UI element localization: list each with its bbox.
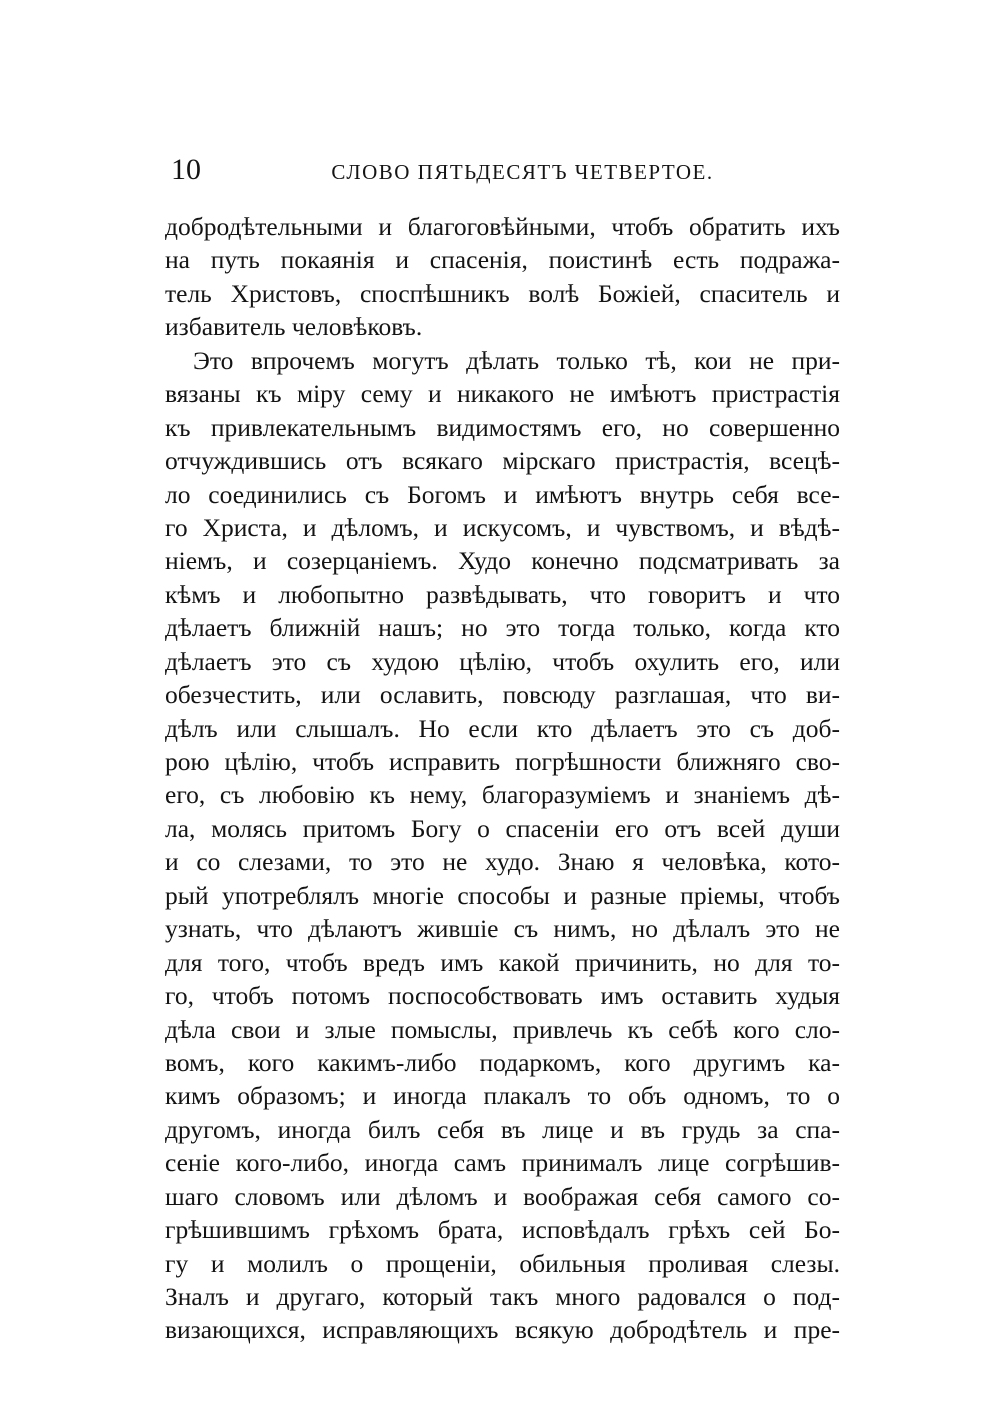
text-line: на путь покаянія и спасенія, поистинѣ есть подража- xyxy=(165,245,840,275)
text-line: для того, чтобъ вредъ имъ какой причинить, но для то- xyxy=(165,947,840,977)
text-line: сеніе кого-либо, иногда самъ принималъ лице согрѣшив- xyxy=(165,1148,840,1178)
text-line: дѣлаетъ ближній нашъ; но это тогда только, когда кто xyxy=(165,613,840,643)
text-line: рый употреблялъ многіе способы и разные пріемы, чтобъ xyxy=(165,880,840,910)
text-line: гу и молилъ о прощеніи, обильныя проливая слезы. xyxy=(165,1248,840,1278)
running-title: СЛОВО ПЯТЬДЕСЯТЪ ЧЕТВЕРТОЕ. xyxy=(331,160,714,184)
paragraph-first-line: Это впрочемъ могутъ дѣлать только тѣ, кои не при- xyxy=(193,345,840,375)
text-line: добродѣтельными и благоговѣйными, чтобъ обратить ихъ xyxy=(165,212,840,241)
text-line: кѣмъ и любопытно развѣдывать, что говоритъ и что xyxy=(165,579,840,609)
text-line: избавитель человѣковъ. xyxy=(165,312,423,342)
body-text xyxy=(165,210,840,1347)
text-line: шаго словомъ или дѣломъ и воображая себя самого со- xyxy=(165,1181,840,1211)
text-line: го Христа, и дѣломъ, и искусомъ, и чувствомъ, и вѣдѣ- xyxy=(165,512,840,542)
text-line: кимъ образомъ; и иногда плакалъ то объ одномъ, то о xyxy=(165,1081,840,1111)
text-line: отчуждившись отъ всякаго мірскаго пристрастія, всецѣ- xyxy=(165,446,840,476)
text-line: къ привлекательнымъ видимостямъ его, но совершенно xyxy=(165,412,840,442)
text-line: его, съ любовію къ нему, благоразуміемъ и знаніемъ дѣ- xyxy=(165,780,840,810)
text-line: го, чтобъ потомъ поспособствовать имъ оставить худыя xyxy=(165,981,840,1011)
text-line: ніемъ, и созерцаніемъ. Худо конечно подсматривать за xyxy=(165,546,840,576)
text-line: тель Христовъ, споспѣшникъ волѣ Божіей, спаситель и xyxy=(165,278,840,308)
text-line: дѣлъ или слышалъ. Но если кто дѣлаетъ это съ доб- xyxy=(165,713,840,743)
text-line: дѣлаетъ это съ худою цѣлію, чтобъ охулить его, или xyxy=(165,646,840,676)
text-line: вязаны къ міру сему и никакого не имѣютъ пристрастія xyxy=(165,379,840,409)
text-line: рою цѣлію, чтобъ исправить погрѣшности ближняго сво- xyxy=(165,747,840,776)
text-line: ла, молясь притомъ Богу о спасеніи его отъ всей души xyxy=(165,813,840,843)
text-line: визающихся, исправляющихъ всякую добродѣтель и пре- xyxy=(165,1315,840,1345)
text-line: и со слезами, то это не худо. Знаю я человѣка, кото- xyxy=(165,847,840,877)
text-line: грѣшившимъ грѣхомъ брата, исповѣдалъ грѣхъ сей Бо- xyxy=(165,1215,840,1245)
text-line: дѣла свои и злые помыслы, привлечь къ себѣ кого сло- xyxy=(165,1014,840,1044)
text-line: другомъ, иногда билъ себя въ лице и въ грудь за спа- xyxy=(165,1114,840,1144)
text-line: обезчестить, или ославить, повсюду разглашая, что ви- xyxy=(165,680,840,710)
text-line: вомъ, кого какимъ-либо подаркомъ, кого другимъ ка- xyxy=(165,1047,840,1077)
text-line: Зналъ и другаго, который такъ много радовался о под- xyxy=(165,1282,840,1311)
page-header xyxy=(165,150,840,190)
page-number: 10 xyxy=(171,153,201,186)
text-line: узнать, что дѣлаютъ жившіе съ нимъ, но дѣлалъ это не xyxy=(165,914,840,944)
text-line: ло соединились съ Богомъ и имѣютъ внутрь себя все- xyxy=(165,479,840,509)
